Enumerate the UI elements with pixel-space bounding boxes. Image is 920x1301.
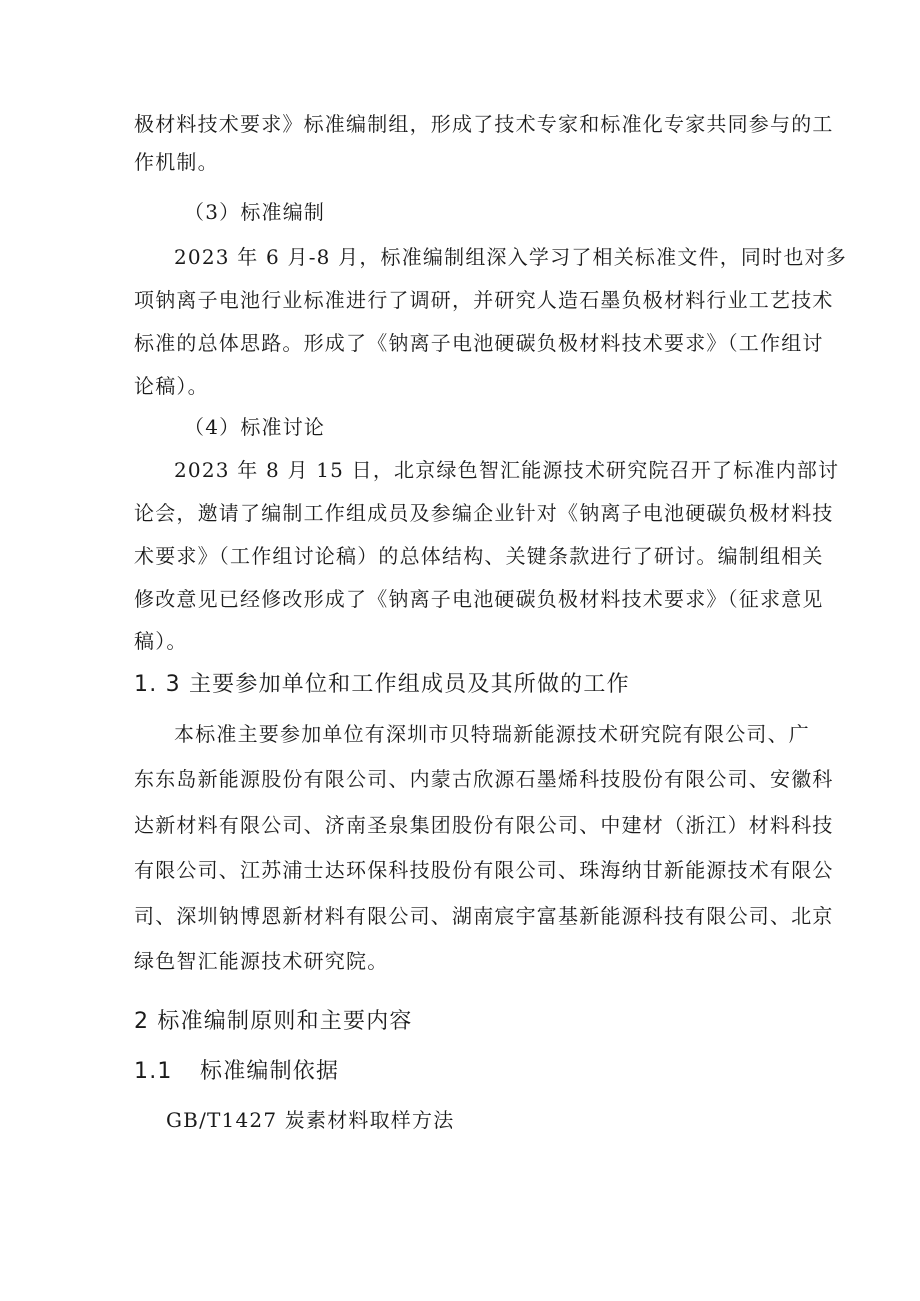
paragraph-line: 绿色智汇能源技术研究院。 <box>134 949 389 973</box>
paragraph-line: 论稿）。 <box>134 374 209 398</box>
paragraph-line: 司、深圳钠博恩新材料有限公司、湖南宸宇富基新能源科技有限公司、北京 <box>134 904 834 928</box>
paragraph-line: 稿）。 <box>134 629 188 653</box>
paragraph-line: 标准的总体思路。形成了《钠离子电池硬碳负极材料技术要求》（工作组讨 <box>134 331 824 355</box>
reference-standard: GB/T1427 炭素材料取样方法 <box>166 1108 455 1132</box>
paragraph-line: 项钠离子电池行业标准进行了调研，并研究人造石墨负极材料行业工艺技术 <box>134 288 834 312</box>
paragraph-line: 本标准主要参加单位有深圳市贝特瑞新能源技术研究院有限公司、广 <box>174 722 810 746</box>
paragraph-line: 极材料技术要求》标准编制组，形成了技术专家和标准化专家共同参与的工 <box>134 112 834 136</box>
paragraph-line: 修改意见已经修改形成了《钠离子电池硬碳负极材料技术要求》（征求意见 <box>134 587 824 611</box>
paragraph-line: 达新材料有限公司、济南圣泉集团股份有限公司、中建材（浙江）材料科技 <box>134 813 834 837</box>
subsection-heading-text: 标准编制依据 <box>200 1059 340 1084</box>
paragraph-line: 2023 年 6 月-8 月，标准编制组深入学习了相关标准文件，同时也对多 <box>174 245 847 269</box>
subsection-title: （3）标准编制 <box>184 200 326 224</box>
subsection-title: （4）标准讨论 <box>184 415 326 439</box>
section-heading: 2 标准编制原则和主要内容 <box>134 1009 413 1034</box>
paragraph-line: 2023 年 8 月 15 日，北京绿色智汇能源技术研究院召开了标准内部讨 <box>174 458 840 482</box>
paragraph-line: 东东岛新能源股份有限公司、内蒙古欣源石墨烯科技股份有限公司、安徽科 <box>134 767 834 791</box>
paragraph-line: 有限公司、江苏浦士达环保科技股份有限公司、珠海纳甘新能源技术有限公 <box>134 858 834 882</box>
paragraph-line: 论会，邀请了编制工作组成员及参编企业针对《钠离子电池硬碳负极材料技 <box>134 501 834 525</box>
section-heading: 1. 3 主要参加单位和工作组成员及其所做的工作 <box>134 672 630 697</box>
paragraph-line: 术要求》（工作组讨论稿）的总体结构、关键条款进行了研讨。编制组相关 <box>134 544 824 568</box>
subsection-heading-number: 1.1 <box>134 1059 173 1084</box>
paragraph-line: 作机制。 <box>134 150 219 174</box>
